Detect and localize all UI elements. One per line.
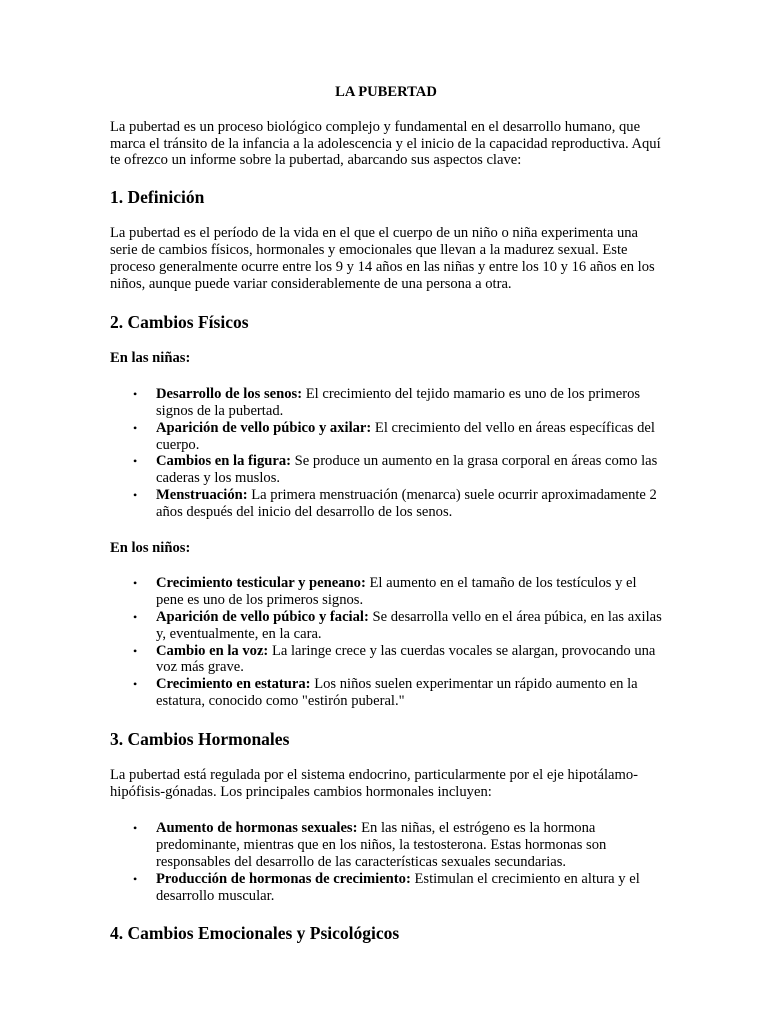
list-item — [133, 608, 662, 643]
list-item-term: Aparición de vello púbico y axilar: — [156, 419, 372, 436]
document-title: LA PUBERTAD — [335, 84, 437, 100]
bullet-icon: • — [133, 487, 138, 502]
list-item-desc: Estimulan el crecimiento en altura y el desarrollo muscular. — [156, 870, 640, 904]
hormones-list — [110, 820, 662, 904]
list-item — [133, 419, 662, 454]
list-item-term: Aumento de hormonas sexuales: — [156, 820, 358, 837]
list-item-desc: La laringe crece y las cuerdas vocales se alargan, provocando una voz más grave. — [156, 642, 656, 676]
list-item-desc: El aumento en el tamaño de los testículos y el pene es uno de los primeros signos. — [156, 575, 637, 609]
list-item-desc: Los niños suelen experimentar un rápido aumento en la estatura, conocido como "estirón puberal." — [156, 676, 638, 709]
list-item — [133, 820, 662, 870]
girls-list — [110, 386, 662, 520]
list-item-desc: Se desarrolla vello en el área púbica, en las axilas y, eventualmente, en la cara. — [156, 608, 662, 642]
list-item — [133, 575, 662, 609]
bullet-icon: • — [133, 609, 138, 624]
list-item — [133, 642, 662, 677]
list-item — [133, 870, 662, 905]
list-item — [133, 676, 662, 710]
section-1-text: La pubertad es el período de la vida en el que el cuerpo de un niño o niña experimenta una serie de cambios físicos, hormonales y emocionales que llevan a la madurez sexual. Este proceso generalmente ocurre entre los 9 y 14 años en las niñas y entre los 10 y 16 años en los niños, aunque puede variar considerablemente de una persona a otra. — [110, 225, 655, 292]
list-item-term: Producción de hormonas de crecimiento: — [156, 870, 411, 887]
list-item-term: Menstruación: — [156, 486, 248, 503]
list-item — [133, 453, 662, 487]
list-item-desc: En las niñas, el estrógeno es la hormona predominante, mientras que en los niños, la testosterona. Estas hormonas son responsables del desarrollo de las características sexuales secundarias. — [156, 820, 607, 870]
bullet-icon: • — [133, 454, 138, 469]
intro-paragraph: La pubertad es un proceso biológico complejo y fundamental en el desarrollo humano, que marca el tránsito de la infancia a la adolescencia y el inicio de la capacidad reproductiva. Aquí te ofrezco un informe sobre la pubertad, abarcando sus aspectos clave: — [110, 118, 661, 169]
list-item-desc: Se produce un aumento en la grasa corporal en áreas como las caderas y los muslos. — [156, 453, 658, 487]
section-3-text: La pubertad está regulada por el sistema endocrino, particularmente por el eje hipotálamo-hipófisis-gónadas. Los principales cambios hormonales incluyen: — [110, 766, 638, 800]
section-2-heading: 2. Cambios Físicos — [110, 312, 249, 333]
bullet-icon: • — [133, 677, 138, 692]
section-4-heading: 4. Cambios Emocionales y Psicológicos — [110, 923, 400, 944]
bullet-icon: • — [133, 643, 138, 658]
bullet-icon: • — [133, 871, 138, 886]
list-item-desc: El crecimiento del vello en áreas específicas del cuerpo. — [156, 419, 655, 453]
list-item-term: Crecimiento testicular y peneano: — [156, 575, 366, 592]
section-1-heading: 1. Definición — [110, 187, 205, 208]
list-item-term: Desarrollo de los senos: — [156, 386, 303, 403]
list-item-term: Aparición de vello púbico y facial: — [156, 608, 369, 625]
list-item-term: Cambios en la figura: — [156, 453, 291, 470]
bullet-icon: • — [133, 387, 138, 402]
list-item-desc: El crecimiento del tejido mamario es uno de los primeros signos de la pubertad. — [156, 386, 641, 419]
boys-list — [110, 575, 662, 709]
section-3-heading: 3. Cambios Hormonales — [110, 728, 290, 749]
bullet-icon: • — [133, 420, 138, 435]
list-item-term: Crecimiento en estatura: — [156, 676, 311, 693]
bullet-icon: • — [133, 576, 138, 591]
list-item-desc: La primera menstruación (menarca) suele ocurrir aproximadamente 2 años después del inicio del desarrollo de los senos. — [156, 486, 657, 520]
list-item — [133, 386, 662, 420]
list-item-term: Cambio en la voz: — [156, 642, 269, 659]
bullet-icon: • — [133, 821, 138, 836]
list-item — [133, 486, 662, 521]
document-page — [110, 84, 662, 961]
girls-subheading: En las niñas: — [110, 350, 191, 367]
boys-subheading: En los niños: — [110, 539, 191, 556]
